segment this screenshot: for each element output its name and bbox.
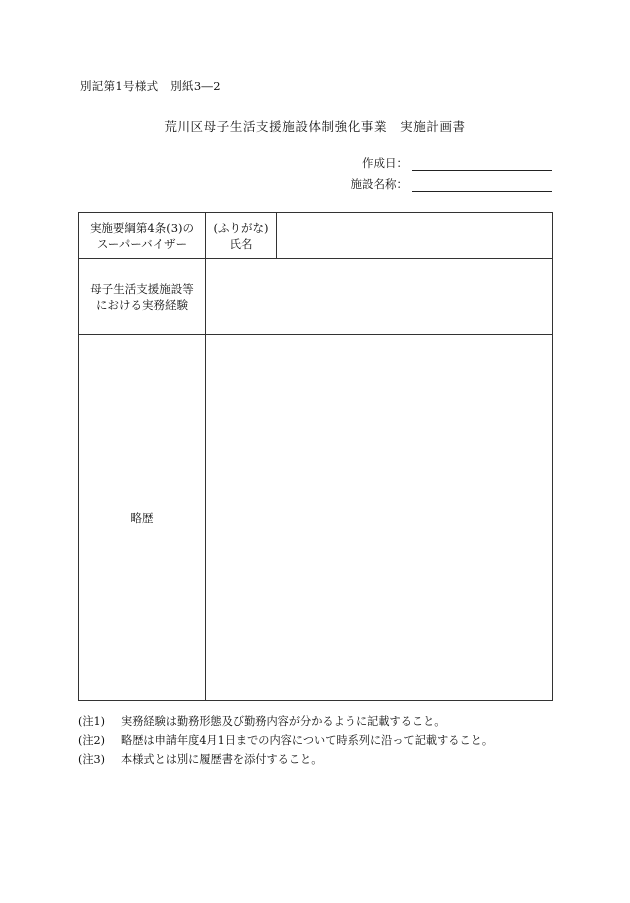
note-item xyxy=(78,731,493,750)
facility-name-label: 施設名称： xyxy=(350,177,408,191)
history-label: 略歴 xyxy=(130,510,154,525)
note-text: 実務経験は勤務形態及び勤務内容が分かるように記載すること。 xyxy=(121,715,446,728)
creation-date-label: 作成日： xyxy=(362,156,408,170)
name-label-cell xyxy=(206,213,276,258)
note-number: (注3) xyxy=(78,753,106,766)
experience-label-line2: における実務経験 xyxy=(96,297,188,312)
note-number: (注2) xyxy=(78,734,106,747)
note-text: 略歴は申請年度4月1日までの内容について時系列に沿って記載すること。 xyxy=(121,734,494,747)
plan-table xyxy=(78,212,553,701)
note-text: 本様式とは別に履歴書を添付すること。 xyxy=(121,753,323,766)
notes-section xyxy=(78,712,493,769)
furigana-label: (ふりがな) xyxy=(213,220,269,235)
creation-date-line[interactable] xyxy=(412,156,552,171)
form-number: 別記第1号様式 別紙3―2 xyxy=(80,79,221,93)
experience-label-line1: 母子生活支援施設等 xyxy=(90,281,194,296)
name-label: 氏名 xyxy=(229,236,253,251)
facility-name-field xyxy=(351,176,553,192)
supervisor-label-line1: 実施要綱第4条(3)の xyxy=(89,220,195,235)
name-input-cell[interactable] xyxy=(277,213,552,258)
note-number: (注1) xyxy=(78,715,106,728)
experience-label-cell xyxy=(79,259,205,334)
supervisor-label-cell xyxy=(79,213,205,258)
creation-date-field xyxy=(362,155,552,171)
experience-input-cell[interactable] xyxy=(206,259,552,334)
document-title: 荒川区母子生活支援施設体制強化事業 実施計画書 xyxy=(164,119,466,134)
note-item xyxy=(78,712,493,731)
note-item xyxy=(78,750,493,769)
supervisor-label-line2: スーパーバイザー xyxy=(96,236,188,251)
facility-name-line[interactable] xyxy=(412,177,552,192)
history-input-cell[interactable] xyxy=(206,335,552,700)
history-label-cell xyxy=(79,335,205,700)
